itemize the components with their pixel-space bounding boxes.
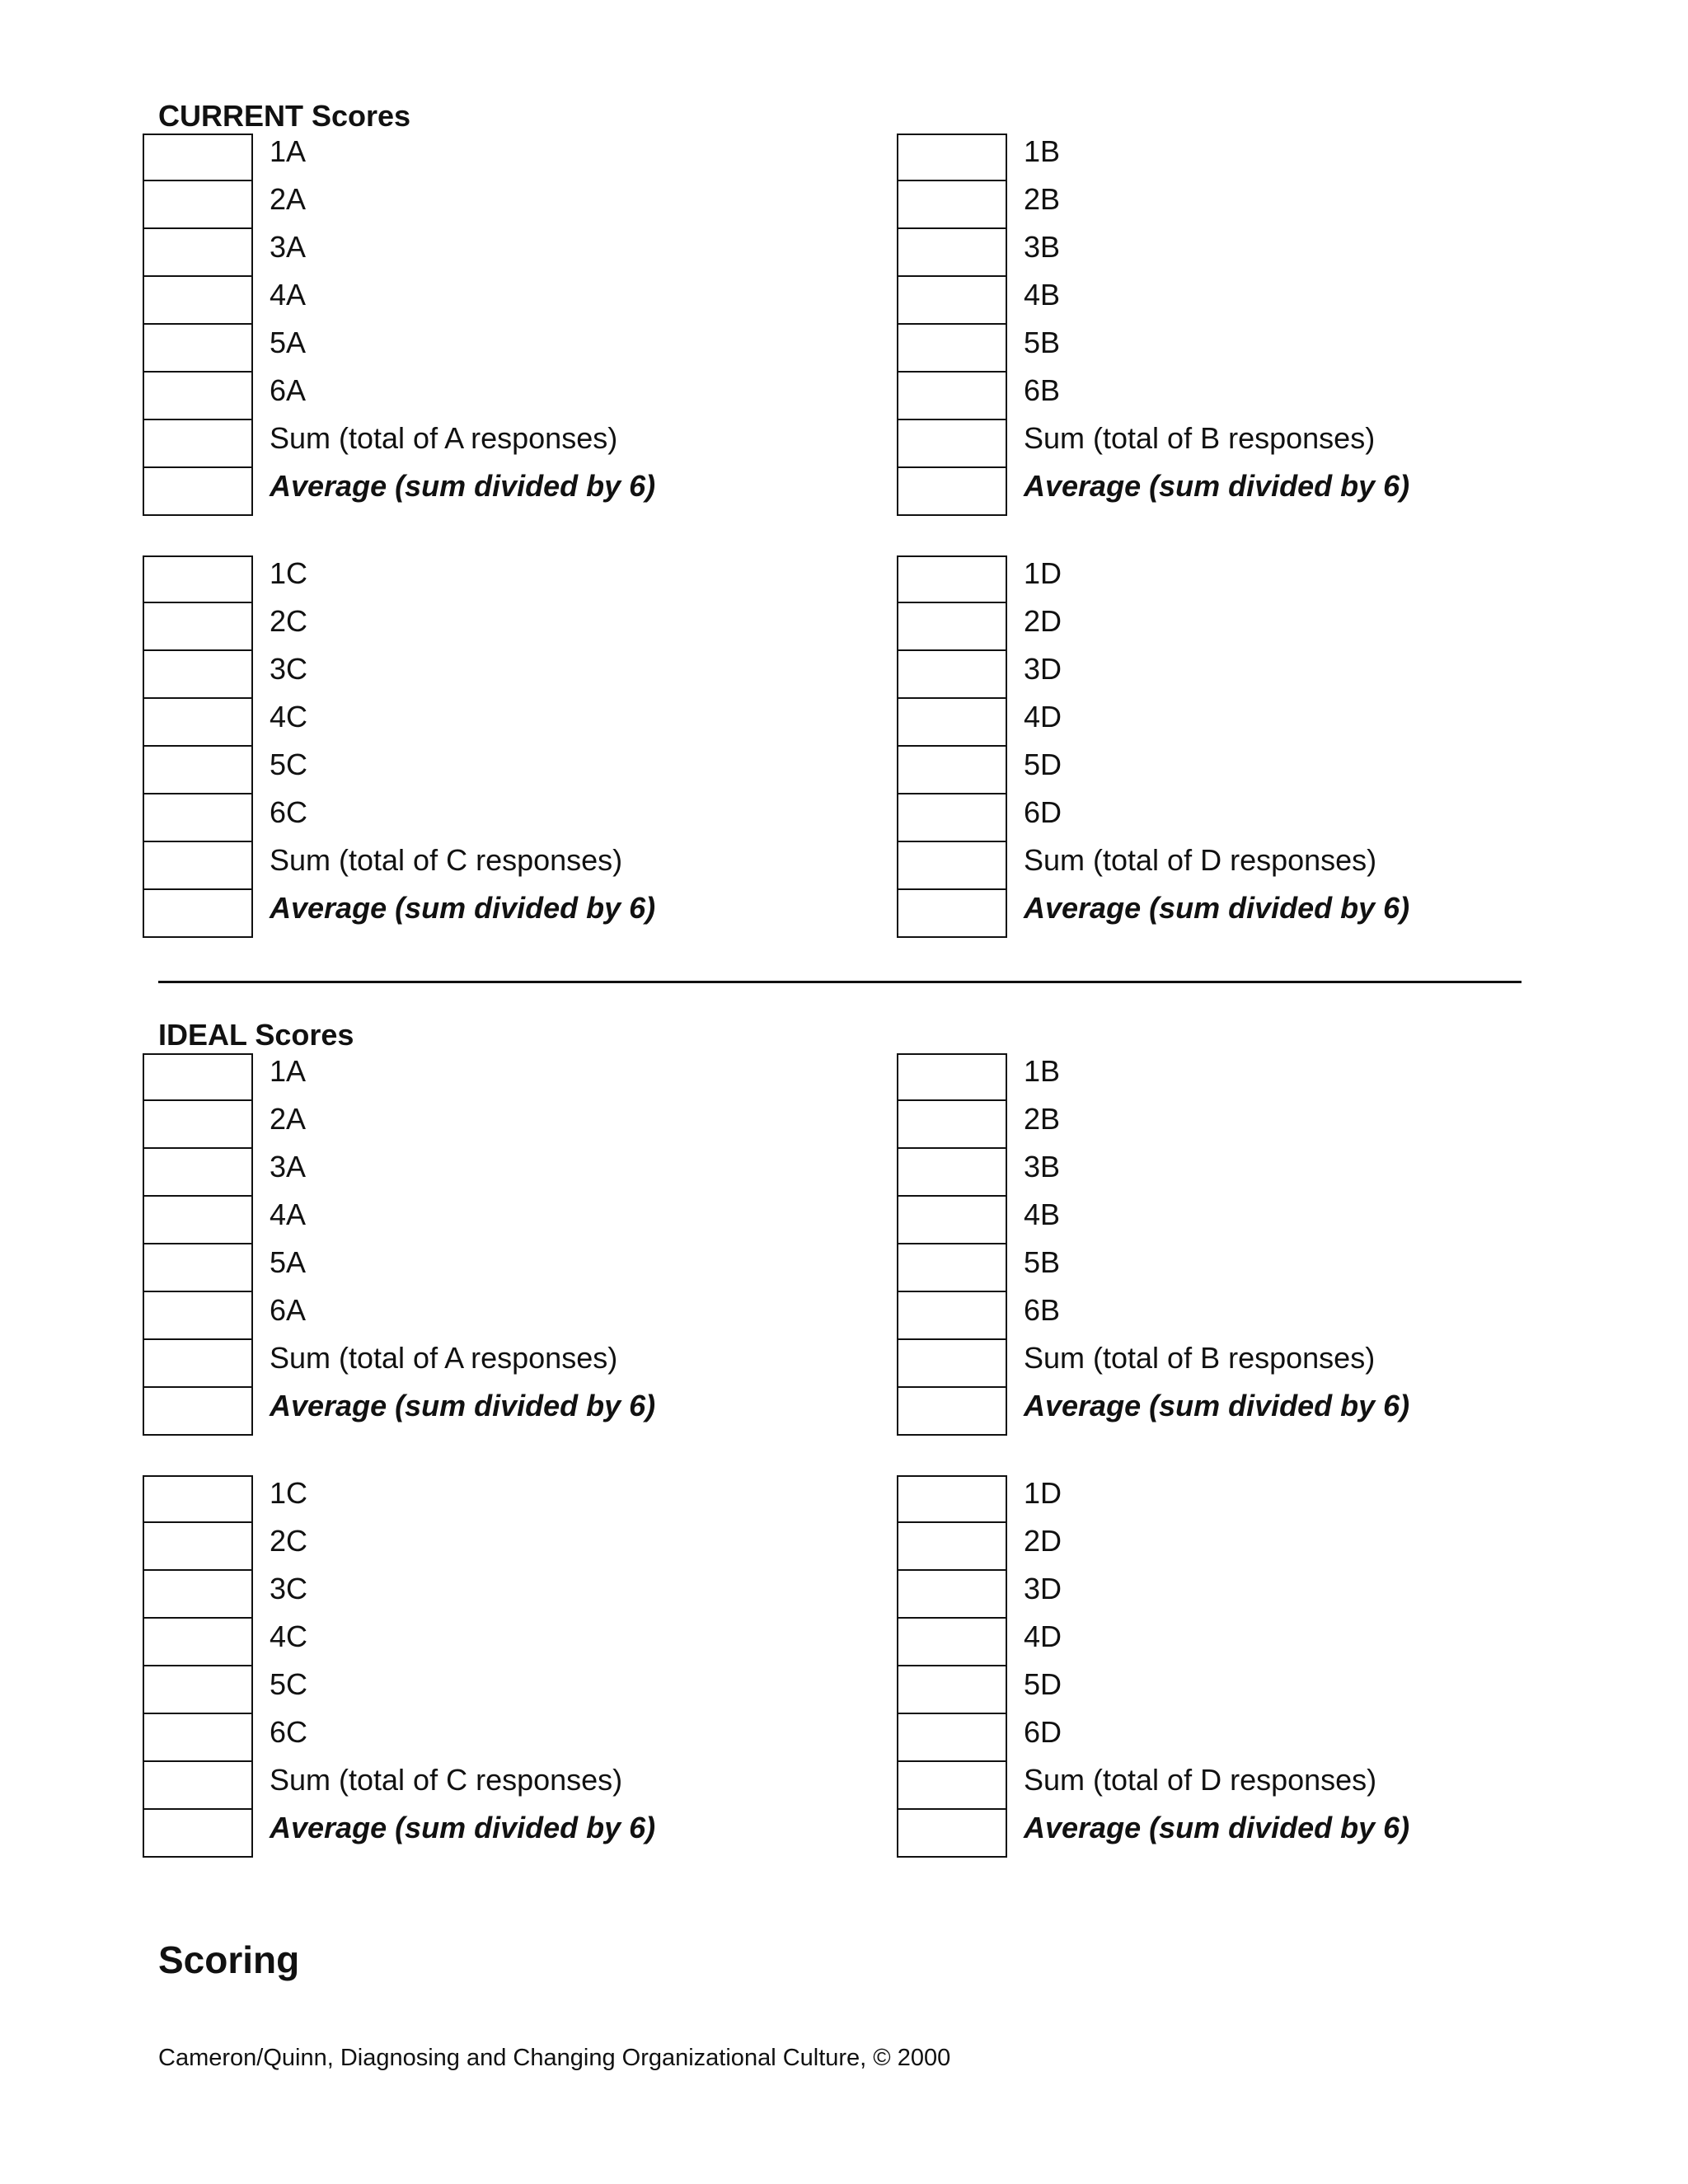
score-box[interactable] bbox=[897, 745, 1007, 794]
score-box[interactable] bbox=[897, 275, 1007, 325]
average-row bbox=[897, 1810, 1639, 1858]
score-row bbox=[897, 794, 1639, 842]
average-box[interactable] bbox=[897, 466, 1007, 516]
sum-label: Sum (total of B responses) bbox=[1024, 1341, 1376, 1375]
score-label: 1B bbox=[1024, 134, 1061, 168]
score-row bbox=[143, 373, 884, 420]
ideal-group-c bbox=[143, 1475, 884, 1858]
score-box[interactable] bbox=[897, 1243, 1007, 1292]
score-box[interactable] bbox=[143, 1713, 253, 1762]
score-row bbox=[143, 1149, 884, 1197]
score-box[interactable] bbox=[897, 1665, 1007, 1714]
score-label: 1B bbox=[1024, 1054, 1061, 1088]
sum-row bbox=[143, 842, 884, 890]
score-label: 4A bbox=[270, 1197, 307, 1231]
score-label: 6A bbox=[270, 373, 307, 407]
score-row bbox=[143, 1292, 884, 1340]
score-label: 2D bbox=[1024, 1524, 1062, 1558]
sum-row bbox=[897, 1340, 1639, 1388]
sum-box[interactable] bbox=[897, 419, 1007, 468]
score-box[interactable] bbox=[143, 1053, 253, 1101]
ideal-group-a bbox=[143, 1053, 884, 1436]
ideal-group-b bbox=[897, 1053, 1639, 1436]
sum-box[interactable] bbox=[897, 841, 1007, 890]
score-row bbox=[897, 277, 1639, 325]
score-row bbox=[897, 747, 1639, 794]
score-box[interactable] bbox=[143, 697, 253, 747]
score-row bbox=[143, 651, 884, 699]
sum-box[interactable] bbox=[143, 1338, 253, 1388]
score-label: 2C bbox=[270, 1524, 308, 1558]
score-label: 6B bbox=[1024, 1293, 1061, 1327]
score-label: 2A bbox=[270, 1102, 307, 1136]
score-label: 1C bbox=[270, 556, 308, 590]
average-box[interactable] bbox=[897, 1808, 1007, 1858]
average-label: Average (sum divided by 6) bbox=[1024, 469, 1410, 503]
average-label: Average (sum divided by 6) bbox=[270, 469, 656, 503]
sum-box[interactable] bbox=[897, 1760, 1007, 1810]
sum-box[interactable] bbox=[143, 419, 253, 468]
average-box[interactable] bbox=[143, 888, 253, 938]
average-row bbox=[143, 468, 884, 516]
score-box[interactable] bbox=[897, 1195, 1007, 1244]
score-row bbox=[143, 1053, 884, 1101]
score-label: 3C bbox=[270, 652, 308, 686]
average-box[interactable] bbox=[143, 466, 253, 516]
score-row bbox=[897, 373, 1639, 420]
score-box[interactable] bbox=[897, 793, 1007, 842]
score-label: 6D bbox=[1024, 795, 1062, 829]
score-box[interactable] bbox=[143, 1665, 253, 1714]
score-label: 3D bbox=[1024, 652, 1062, 686]
score-box[interactable] bbox=[143, 1521, 253, 1571]
score-box[interactable] bbox=[897, 602, 1007, 651]
score-box[interactable] bbox=[897, 1475, 1007, 1523]
score-row bbox=[143, 1571, 884, 1619]
average-row bbox=[143, 890, 884, 938]
score-row bbox=[897, 325, 1639, 373]
score-label: 6B bbox=[1024, 373, 1061, 407]
score-box[interactable] bbox=[897, 555, 1007, 603]
average-box[interactable] bbox=[143, 1386, 253, 1436]
score-box[interactable] bbox=[143, 1195, 253, 1244]
score-row bbox=[897, 229, 1639, 277]
score-label: 5C bbox=[270, 748, 308, 781]
score-row bbox=[897, 134, 1639, 181]
score-label: 2D bbox=[1024, 604, 1062, 638]
score-label: 2B bbox=[1024, 182, 1061, 216]
score-label: 5A bbox=[270, 1245, 307, 1279]
score-label: 1C bbox=[270, 1476, 308, 1510]
score-row bbox=[143, 699, 884, 747]
ideal-group-d bbox=[897, 1475, 1639, 1858]
score-box[interactable] bbox=[897, 697, 1007, 747]
score-box[interactable] bbox=[143, 1147, 253, 1197]
score-box[interactable] bbox=[143, 649, 253, 699]
score-label: 4B bbox=[1024, 278, 1061, 312]
score-label: 1A bbox=[270, 1054, 307, 1088]
sum-label: Sum (total of A responses) bbox=[270, 421, 618, 455]
score-label: 5D bbox=[1024, 748, 1062, 781]
score-label: 4B bbox=[1024, 1197, 1061, 1231]
score-row bbox=[143, 794, 884, 842]
current-group-a bbox=[143, 134, 884, 516]
average-label: Average (sum divided by 6) bbox=[1024, 1811, 1410, 1844]
average-label: Average (sum divided by 6) bbox=[270, 1811, 656, 1844]
score-row bbox=[897, 1149, 1639, 1197]
score-row bbox=[897, 1292, 1639, 1340]
score-box[interactable] bbox=[897, 1521, 1007, 1571]
score-label: 5B bbox=[1024, 1245, 1061, 1279]
score-label: 5A bbox=[270, 326, 307, 359]
current-group-b bbox=[897, 134, 1639, 516]
score-label: 4D bbox=[1024, 700, 1062, 733]
current-group-d bbox=[897, 555, 1639, 938]
score-row bbox=[143, 1714, 884, 1762]
score-label: 3A bbox=[270, 230, 307, 264]
average-row bbox=[897, 890, 1639, 938]
average-box[interactable] bbox=[143, 1808, 253, 1858]
average-label: Average (sum divided by 6) bbox=[1024, 891, 1410, 925]
sum-row bbox=[143, 1762, 884, 1810]
score-label: 3D bbox=[1024, 1572, 1062, 1605]
score-box[interactable] bbox=[897, 1713, 1007, 1762]
score-box[interactable] bbox=[897, 134, 1007, 181]
average-label: Average (sum divided by 6) bbox=[1024, 1389, 1410, 1422]
score-box[interactable] bbox=[143, 180, 253, 229]
score-row bbox=[143, 181, 884, 229]
average-row bbox=[143, 1388, 884, 1436]
score-label: 6D bbox=[1024, 1715, 1062, 1749]
score-label: 4A bbox=[270, 278, 307, 312]
score-label: 6C bbox=[270, 795, 308, 829]
score-box[interactable] bbox=[143, 1475, 253, 1523]
score-label: 4D bbox=[1024, 1619, 1062, 1653]
score-box[interactable] bbox=[143, 134, 253, 181]
sum-label: Sum (total of A responses) bbox=[270, 1341, 618, 1375]
score-box[interactable] bbox=[143, 1291, 253, 1340]
score-box[interactable] bbox=[897, 227, 1007, 277]
sum-row bbox=[897, 842, 1639, 890]
current-scores-title: CURRENT Scores bbox=[158, 99, 411, 133]
score-box[interactable] bbox=[143, 275, 253, 325]
score-box[interactable] bbox=[897, 1291, 1007, 1340]
score-label: 1A bbox=[270, 134, 307, 168]
score-box[interactable] bbox=[143, 1617, 253, 1666]
score-box[interactable] bbox=[897, 180, 1007, 229]
score-row bbox=[897, 603, 1639, 651]
copyright-footer: Cameron/Quinn, Diagnosing and Changing Organizational Culture, © 2000 bbox=[158, 2045, 951, 2071]
score-row bbox=[143, 1197, 884, 1244]
score-row bbox=[897, 1053, 1639, 1101]
score-row bbox=[143, 229, 884, 277]
score-label: 2A bbox=[270, 182, 307, 216]
score-label: 2B bbox=[1024, 1102, 1061, 1136]
score-label: 1D bbox=[1024, 1476, 1062, 1510]
average-row bbox=[897, 1388, 1639, 1436]
score-box[interactable] bbox=[143, 371, 253, 420]
sum-box[interactable] bbox=[143, 841, 253, 890]
scoring-heading: Scoring bbox=[158, 1938, 300, 1981]
sum-box[interactable] bbox=[897, 1338, 1007, 1388]
average-label: Average (sum divided by 6) bbox=[270, 1389, 656, 1422]
sum-row bbox=[897, 1762, 1639, 1810]
average-box[interactable] bbox=[897, 888, 1007, 938]
score-row bbox=[143, 1666, 884, 1714]
score-label: 4C bbox=[270, 700, 308, 733]
score-row bbox=[897, 1475, 1639, 1523]
score-row bbox=[897, 1101, 1639, 1149]
score-label: 1D bbox=[1024, 556, 1062, 590]
score-box[interactable] bbox=[143, 745, 253, 794]
score-box[interactable] bbox=[897, 323, 1007, 373]
score-row bbox=[897, 555, 1639, 603]
sum-row bbox=[897, 420, 1639, 468]
score-row bbox=[143, 1523, 884, 1571]
score-row bbox=[897, 699, 1639, 747]
score-box[interactable] bbox=[897, 371, 1007, 420]
score-box[interactable] bbox=[897, 1569, 1007, 1619]
score-row bbox=[897, 1666, 1639, 1714]
score-label: 5B bbox=[1024, 326, 1061, 359]
sum-label: Sum (total of C responses) bbox=[270, 843, 623, 877]
score-row bbox=[143, 1619, 884, 1666]
score-label: 5C bbox=[270, 1667, 308, 1701]
score-box[interactable] bbox=[143, 793, 253, 842]
average-label: Average (sum divided by 6) bbox=[270, 891, 656, 925]
score-row bbox=[143, 134, 884, 181]
score-row bbox=[897, 1197, 1639, 1244]
score-row bbox=[897, 1244, 1639, 1292]
score-box[interactable] bbox=[143, 602, 253, 651]
average-row bbox=[897, 468, 1639, 516]
score-box[interactable] bbox=[143, 1243, 253, 1292]
score-row bbox=[897, 1523, 1639, 1571]
score-row bbox=[143, 1101, 884, 1149]
score-label: 3B bbox=[1024, 230, 1061, 264]
score-label: 6A bbox=[270, 1293, 307, 1327]
score-box[interactable] bbox=[897, 1053, 1007, 1101]
score-row bbox=[897, 1571, 1639, 1619]
current-group-c bbox=[143, 555, 884, 938]
score-box[interactable] bbox=[143, 1099, 253, 1149]
score-box[interactable] bbox=[897, 1099, 1007, 1149]
score-label: 3C bbox=[270, 1572, 308, 1605]
score-box[interactable] bbox=[143, 1569, 253, 1619]
score-box[interactable] bbox=[143, 227, 253, 277]
sum-label: Sum (total of D responses) bbox=[1024, 843, 1377, 877]
sum-row bbox=[143, 1340, 884, 1388]
score-label: 6C bbox=[270, 1715, 308, 1749]
sum-row bbox=[143, 420, 884, 468]
score-row bbox=[143, 1244, 884, 1292]
score-box[interactable] bbox=[897, 1147, 1007, 1197]
score-row bbox=[143, 747, 884, 794]
score-row bbox=[143, 603, 884, 651]
score-label: 4C bbox=[270, 1619, 308, 1653]
score-row bbox=[143, 277, 884, 325]
score-label: 2C bbox=[270, 604, 308, 638]
score-box[interactable] bbox=[897, 1617, 1007, 1666]
average-box[interactable] bbox=[897, 1386, 1007, 1436]
score-label: 5D bbox=[1024, 1667, 1062, 1701]
score-row bbox=[897, 181, 1639, 229]
ideal-scores-title: IDEAL Scores bbox=[158, 1018, 354, 1052]
score-label: 3A bbox=[270, 1150, 307, 1183]
score-box[interactable] bbox=[143, 323, 253, 373]
score-row bbox=[897, 651, 1639, 699]
score-box[interactable] bbox=[897, 649, 1007, 699]
section-divider bbox=[158, 981, 1522, 983]
sum-label: Sum (total of C responses) bbox=[270, 1763, 623, 1797]
score-row bbox=[897, 1714, 1639, 1762]
score-label: 3B bbox=[1024, 1150, 1061, 1183]
score-box[interactable] bbox=[143, 555, 253, 603]
score-row bbox=[143, 1475, 884, 1523]
sum-label: Sum (total of D responses) bbox=[1024, 1763, 1377, 1797]
sum-label: Sum (total of B responses) bbox=[1024, 421, 1376, 455]
sum-box[interactable] bbox=[143, 1760, 253, 1810]
score-row bbox=[143, 325, 884, 373]
score-row bbox=[143, 555, 884, 603]
average-row bbox=[143, 1810, 884, 1858]
score-row bbox=[897, 1619, 1639, 1666]
